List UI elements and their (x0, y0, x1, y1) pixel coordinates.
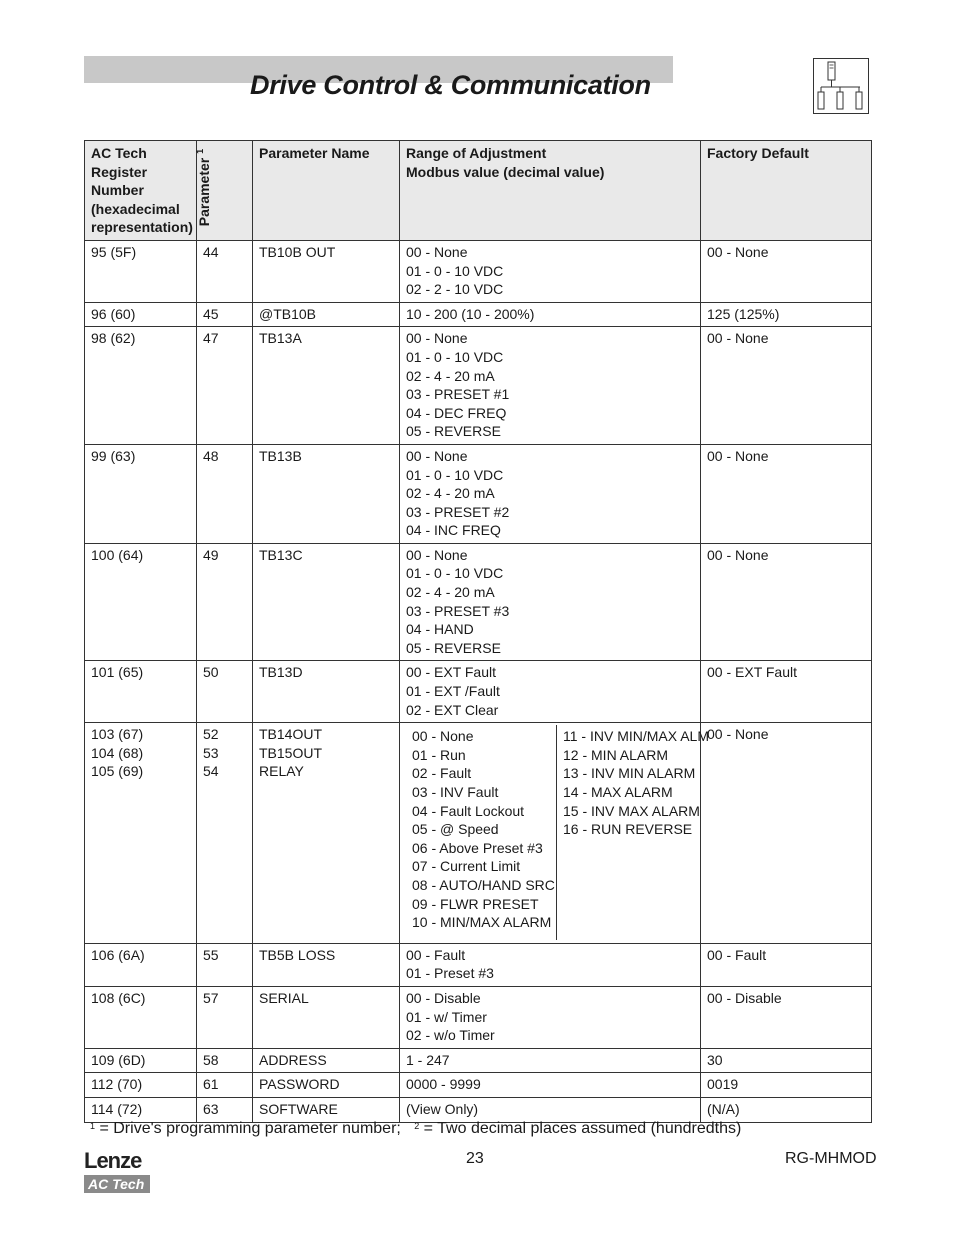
cell-line: 48 (203, 447, 219, 464)
cell-line: 105 (69) (91, 763, 144, 780)
factory-default-cell: 0019 (701, 1073, 872, 1098)
cell-line: 01 - w/ Timer (406, 1008, 487, 1025)
cell-line: 04 - DEC FREQ (406, 404, 507, 421)
cell-line: SOFTWARE (259, 1100, 338, 1117)
cell-line: 05 - @ Speed (412, 821, 499, 838)
table-row (85, 723, 872, 944)
cell-line: TB15OUT (259, 744, 323, 761)
parameter-cell (197, 1097, 253, 1122)
cell-line: 58 (203, 1051, 219, 1068)
parameter-name-cell (253, 1048, 400, 1073)
parameter-cell (197, 723, 253, 944)
cell-line: 06 - Above Preset #3 (412, 839, 543, 856)
network-drives-icon (813, 58, 869, 114)
cell-line: 00 - EXT Fault (406, 664, 497, 681)
cell-line: 63 (203, 1100, 219, 1117)
table-row (85, 240, 872, 302)
range-column-b (557, 725, 714, 940)
parameter-name-cell (253, 1097, 400, 1122)
cell-line: RELAY (259, 763, 304, 780)
header-range (400, 141, 701, 241)
cell-line: 13 - INV MIN ALARM (563, 765, 696, 782)
factory-default-cell: 125 (125%) (701, 302, 872, 327)
factory-default-cell: 30 (701, 1048, 872, 1073)
cell-line: Range of Adjustment (406, 145, 547, 161)
register-cell (85, 327, 197, 445)
cell-line: 54 (203, 763, 219, 780)
cell-line: 103 (67) (91, 726, 144, 743)
cell-line: Register (91, 163, 148, 180)
cell-line: 98 (62) (91, 330, 136, 347)
factory-default-cell: 00 - None (701, 723, 872, 944)
cell-line: 02 - 4 - 20 mA (406, 485, 495, 502)
register-cell (85, 1097, 197, 1122)
parameter-cell (197, 444, 253, 543)
parameter-name-cell (253, 302, 400, 327)
page-number: 23 (466, 1150, 484, 1167)
cell-line: 02 - EXT Clear (406, 701, 499, 718)
cell-line: 50 (203, 664, 219, 681)
cell-line: (View Only) (406, 1100, 479, 1117)
cell-line: 00 - None (406, 243, 468, 260)
cell-line: 0000 - 9999 (406, 1076, 481, 1093)
cell-line: TB13B (259, 447, 302, 464)
parameter-name-cell (253, 543, 400, 661)
header-register (85, 141, 197, 241)
register-cell (85, 302, 197, 327)
parameter-cell (197, 327, 253, 445)
cell-line: 112 (70) (91, 1076, 143, 1093)
cell-line: ADDRESS (259, 1051, 327, 1068)
factory-default-cell: (N/A) (701, 1097, 872, 1122)
register-cell (85, 1073, 197, 1098)
cell-line: 01 - EXT /Fault (406, 683, 500, 700)
parameter-name-cell (253, 240, 400, 302)
cell-line: @TB10B (259, 305, 317, 322)
cell-line: 04 - INC FREQ (406, 522, 501, 539)
cell-line: 99 (63) (91, 447, 136, 464)
register-cell (85, 986, 197, 1048)
range-cell (400, 302, 701, 327)
cell-line: 16 - RUN REVERSE (563, 821, 693, 838)
cell-line: Number (91, 182, 144, 199)
cell-line: 101 (65) (91, 664, 144, 681)
range-cell (400, 986, 701, 1048)
cell-line: 00 - Fault (406, 946, 466, 963)
cell-line: 106 (6A) (91, 946, 145, 963)
parameter-name-cell (253, 986, 400, 1048)
factory-default-cell: 00 - EXT Fault (701, 661, 872, 723)
range-cell (400, 240, 701, 302)
parameter-name-cell (253, 723, 400, 944)
cell-line: AC Tech (91, 145, 147, 161)
parameter-name-cell (253, 661, 400, 723)
table-row (85, 302, 872, 327)
cell-line: 04 - Fault Lockout (412, 802, 525, 819)
cell-line: 02 - 4 - 20 mA (406, 584, 495, 601)
cell-line: 03 - INV Fault (412, 784, 499, 800)
cell-line: 01 - Run (412, 746, 466, 763)
table-body (85, 240, 872, 1122)
table-row (85, 986, 872, 1048)
cell-line: 52 (203, 726, 219, 743)
cell-line: 108 (6C) (91, 989, 146, 1006)
table-row (85, 1048, 872, 1073)
cell-line: 95 (5F) (91, 243, 137, 260)
cell-line: TB5B LOSS (259, 946, 336, 963)
range-column-a (406, 725, 557, 940)
cell-line: 03 - PRESET #3 (406, 602, 510, 619)
factory-default-cell: 00 - None (701, 444, 872, 543)
cell-line: 00 - Disable (406, 989, 481, 1006)
parameter-name-cell (253, 1073, 400, 1098)
register-cell (85, 543, 197, 661)
register-cell (85, 943, 197, 986)
table-row (85, 943, 872, 986)
cell-line: PASSWORD (259, 1076, 340, 1093)
range-cell (400, 723, 709, 944)
register-cell (85, 240, 197, 302)
cell-line: 02 - Fault (412, 765, 472, 782)
table-row (85, 1073, 872, 1098)
cell-line: TB10B OUT (259, 243, 336, 260)
parameter-cell (197, 661, 253, 723)
factory-default-cell: 00 - None (701, 543, 872, 661)
cell-line: TB13C (259, 546, 303, 563)
cell-line: 10 - MIN/MAX ALARM (412, 914, 552, 931)
parameter-cell (197, 543, 253, 661)
cell-line: 11 - INV MIN/MAX ALM (563, 728, 709, 745)
table-row (85, 661, 872, 723)
range-cell (400, 1048, 701, 1073)
factory-default-cell: 00 - None (701, 327, 872, 445)
factory-default-cell: 00 - Fault (701, 943, 872, 986)
parameter-cell (197, 302, 253, 327)
parameter-cell (197, 1048, 253, 1073)
cell-line: 00 - None (412, 728, 474, 745)
range-cell (400, 327, 701, 445)
cell-line: 57 (203, 989, 219, 1006)
cell-line: (hexadecimal (91, 200, 180, 217)
footnote: $^1$ = Drive's programming parameter number; $^2$ = Two decimal places assumed (hundredths) (90, 1120, 742, 1137)
table-row (85, 1097, 872, 1122)
cell-line: 44 (203, 243, 219, 260)
cell-line: 00 - None (406, 546, 468, 563)
document-code: RG-MHMOD (785, 1150, 877, 1167)
range-cell (400, 1073, 701, 1098)
parameter-cell (197, 986, 253, 1048)
header-parameter-name: Parameter Name (253, 141, 400, 241)
range-cell (400, 661, 701, 723)
table-row (85, 444, 872, 543)
cell-line: 55 (203, 946, 219, 963)
cell-line: 03 - PRESET #2 (406, 503, 510, 520)
cell-line: 00 - None (406, 330, 468, 347)
parameter-cell (197, 240, 253, 302)
parameter-name-cell (253, 327, 400, 445)
cell-line: 07 - Current Limit (412, 858, 521, 875)
header-factory-default: Factory Default (701, 141, 872, 241)
cell-line: 12 - MIN ALARM (563, 746, 669, 763)
factory-default-cell: 00 - None (701, 240, 872, 302)
cell-line: 10 - 200 (10 - 200%) (406, 305, 535, 322)
table-header-row (85, 141, 872, 241)
cell-line: 114 (72) (91, 1100, 143, 1117)
range-cell (400, 543, 701, 661)
cell-line: representation) (91, 219, 193, 236)
cell-line: 03 - PRESET #1 (406, 386, 510, 403)
cell-line: 08 - AUTO/HAND SRC (412, 876, 555, 893)
table-row (85, 327, 872, 445)
cell-line: 100 (64) (91, 546, 144, 563)
cell-line: 09 - FLWR PRESET (412, 895, 539, 912)
register-cell (85, 444, 197, 543)
cell-line: 47 (203, 330, 219, 347)
factory-default-cell: 00 - Disable (701, 986, 872, 1048)
cell-line: 49 (203, 546, 219, 563)
cell-line: 01 - 0 - 10 VDC (406, 565, 504, 582)
page-title: Drive Control & Communication (250, 70, 651, 100)
register-cell (85, 1048, 197, 1073)
cell-line: 00 - None (406, 447, 468, 464)
register-cell (85, 661, 197, 723)
cell-line: 02 - w/o Timer (406, 1027, 495, 1044)
lenze-actech-logo: Lenze AC Tech (84, 1150, 152, 1194)
cell-line: 01 - 0 - 10 VDC (406, 262, 504, 279)
cell-line: 61 (203, 1076, 219, 1093)
cell-line: Modbus value (decimal value) (406, 163, 605, 180)
parameter-name-cell (253, 943, 400, 986)
cell-line: 02 - 2 - 10 VDC (406, 281, 504, 298)
cell-line: SERIAL (259, 989, 309, 1006)
cell-line: 104 (68) (91, 744, 144, 761)
register-cell (85, 723, 197, 944)
cell-line: 45 (203, 305, 219, 322)
cell-line: 04 - HAND (406, 621, 474, 638)
cell-line: TB13A (259, 330, 302, 347)
cell-line: 15 - INV MAX ALARM (563, 802, 700, 819)
cell-line: TB14OUT (259, 726, 323, 743)
cell-line: 01 - 0 - 10 VDC (406, 348, 504, 365)
cell-line: 01 - 0 - 10 VDC (406, 466, 504, 483)
parameter-cell (197, 1073, 253, 1098)
range-cell (400, 943, 701, 986)
cell-line: 14 - MAX ALARM (563, 784, 673, 800)
cell-line: TB13D (259, 664, 303, 681)
range-cell (400, 1097, 701, 1122)
table-row (85, 543, 872, 661)
cell-line: 109 (6D) (91, 1051, 146, 1068)
parameter-table (84, 140, 872, 1123)
cell-line: 53 (203, 744, 219, 761)
cell-line: 05 - REVERSE (406, 423, 501, 440)
parameter-cell (197, 943, 253, 986)
cell-line: 96 (60) (91, 305, 136, 322)
cell-line: 1 - 247 (406, 1051, 450, 1068)
cell-line: 05 - REVERSE (406, 639, 501, 656)
header-parameter: Parameter $^1$ (197, 141, 253, 241)
cell-line: 01 - Preset #3 (406, 965, 494, 982)
cell-line: 02 - 4 - 20 mA (406, 367, 495, 384)
parameter-name-cell (253, 444, 400, 543)
range-cell (400, 444, 701, 543)
